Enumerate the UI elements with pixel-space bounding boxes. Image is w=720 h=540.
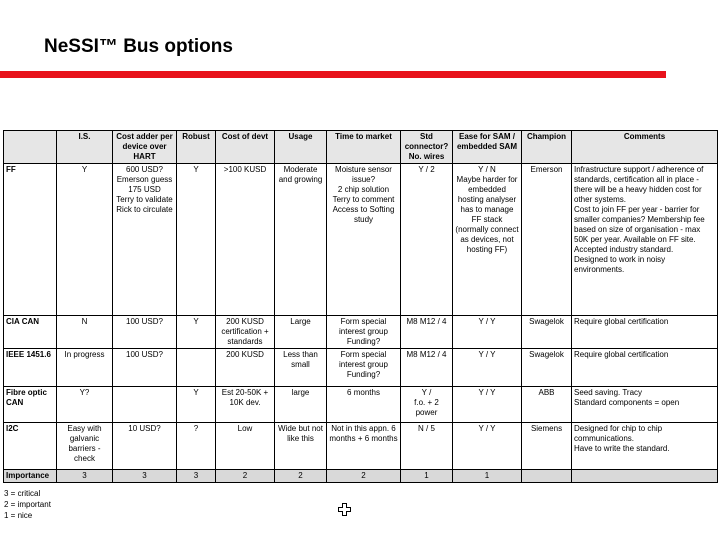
table-cell: Y / Y (453, 387, 522, 423)
table-cell: Less than small (275, 349, 327, 387)
table-cell: large (275, 387, 327, 423)
importance-cell: 3 (57, 470, 113, 483)
table-cell: N (57, 316, 113, 349)
table-cell: Moisture sensor issue? 2 chip solution Terry to comment Access to Softing study (327, 164, 401, 316)
table-cell: Form special interest group Funding? (327, 349, 401, 387)
table-cell: Y / Y (453, 423, 522, 470)
table-cell: 200 KUSD (216, 349, 275, 387)
table-cell: 100 USD? (113, 316, 177, 349)
importance-cell: 1 (453, 470, 522, 483)
table-cell: ABB (522, 387, 572, 423)
table-cell: Infrastructure support / adherence of standards, certification all in place - there will be a heavy hidden cost for other systems. Cost to join FF per year - barrier for smaller companies? Membership fee based on size of organisation - max 50K per year. Available on FF site. Accepted industry standard. Designed to work in noisy environments. (572, 164, 718, 316)
importance-cell (572, 470, 718, 483)
table-cell: Y (177, 387, 216, 423)
table-row (4, 387, 718, 423)
legend-item: 3 = critical (4, 489, 41, 498)
table-cell: Not in this appn. 6 months + 6 months (327, 423, 401, 470)
importance-cell: 3 (177, 470, 216, 483)
cross-icon (338, 503, 351, 516)
importance-cell: 3 (113, 470, 177, 483)
header-cell: I.S. (57, 131, 113, 164)
table-cell: Emerson (522, 164, 572, 316)
table-cell: Y (57, 164, 113, 316)
legend-item: 1 = nice (4, 511, 33, 520)
importance-cell: 2 (275, 470, 327, 483)
header-cell: Ease for SAM / embedded SAM (453, 131, 522, 164)
table-cell: Require global certification (572, 349, 718, 387)
table-cell: Low (216, 423, 275, 470)
table-cell: Require global certification (572, 316, 718, 349)
table-cell (177, 349, 216, 387)
legend-item: 2 = important (4, 500, 51, 509)
table-cell: ? (177, 423, 216, 470)
table-cell: Y (177, 164, 216, 316)
table-row (4, 164, 718, 316)
table-cell: 10 USD? (113, 423, 177, 470)
table-cell: Large (275, 316, 327, 349)
importance-cell: 1 (401, 470, 453, 483)
table-cell: >100 KUSD (216, 164, 275, 316)
table-header-row (4, 131, 718, 164)
header-cell: Std connector? No. wires (401, 131, 453, 164)
table-cell: Y / Y (453, 349, 522, 387)
table-cell: Y? (57, 387, 113, 423)
table-cell: M8 M12 / 4 (401, 316, 453, 349)
table-cell: 200 KUSD certification + standards (216, 316, 275, 349)
table-cell: Easy with galvanic barriers - check (57, 423, 113, 470)
table-row (4, 349, 718, 387)
table-cell: M8 M12 / 4 (401, 349, 453, 387)
header-cell: Usage (275, 131, 327, 164)
table-cell: 600 USD? Emerson guess 175 USD Terry to validate Rick to circulate (113, 164, 177, 316)
table-cell: Fibre optic CAN (4, 387, 57, 423)
table-cell: IEEE 1451.6 (4, 349, 57, 387)
bus-options-table (3, 130, 718, 483)
table-cell: 6 months (327, 387, 401, 423)
importance-cell: 2 (216, 470, 275, 483)
header-cell: Cost of devt (216, 131, 275, 164)
table-cell (113, 387, 177, 423)
table-cell: Est 20-50K + 10K dev. (216, 387, 275, 423)
table-cell: Swagelok (522, 316, 572, 349)
header-cell: Champion (522, 131, 572, 164)
table-cell: I2C (4, 423, 57, 470)
table-cell: Form special interest group Funding? (327, 316, 401, 349)
importance-cell (522, 470, 572, 483)
table-cell: Moderate and growing (275, 164, 327, 316)
importance-legend (4, 488, 51, 521)
table-cell: FF (4, 164, 57, 316)
table-cell: Y (177, 316, 216, 349)
importance-cell: 2 (327, 470, 401, 483)
header-cell: Comments (572, 131, 718, 164)
header-cell: Cost adder per device over HART (113, 131, 177, 164)
table-cell: Y / N Maybe harder for embedded hosting analyser has to manage FF stack (normally connect as devices, not hosting FF) (453, 164, 522, 316)
importance-cell: Importance (4, 470, 57, 483)
header-cell: Robust (177, 131, 216, 164)
table-cell: Swagelok (522, 349, 572, 387)
table-row (4, 316, 718, 349)
table-cell: Seed saving. Tracy Standard components = open (572, 387, 718, 423)
table-cell: Y / Y (453, 316, 522, 349)
importance-row (4, 470, 718, 483)
table-cell: Designed for chip to chip communications. Have to write the standard. (572, 423, 718, 470)
table-cell: Y / 2 (401, 164, 453, 316)
table-cell: In progress (57, 349, 113, 387)
table-cell: CIA CAN (4, 316, 57, 349)
header-cell (4, 131, 57, 164)
table-cell: Wide but not like this (275, 423, 327, 470)
table-row (4, 423, 718, 470)
title-underline-bar (0, 71, 666, 78)
table-cell: 100 USD? (113, 349, 177, 387)
header-cell: Time to market (327, 131, 401, 164)
table-cell: Y / f.o. + 2 power (401, 387, 453, 423)
table-cell: Siemens (522, 423, 572, 470)
table-cell: N / 5 (401, 423, 453, 470)
slide-title: NeSSI™ Bus options (44, 36, 233, 57)
